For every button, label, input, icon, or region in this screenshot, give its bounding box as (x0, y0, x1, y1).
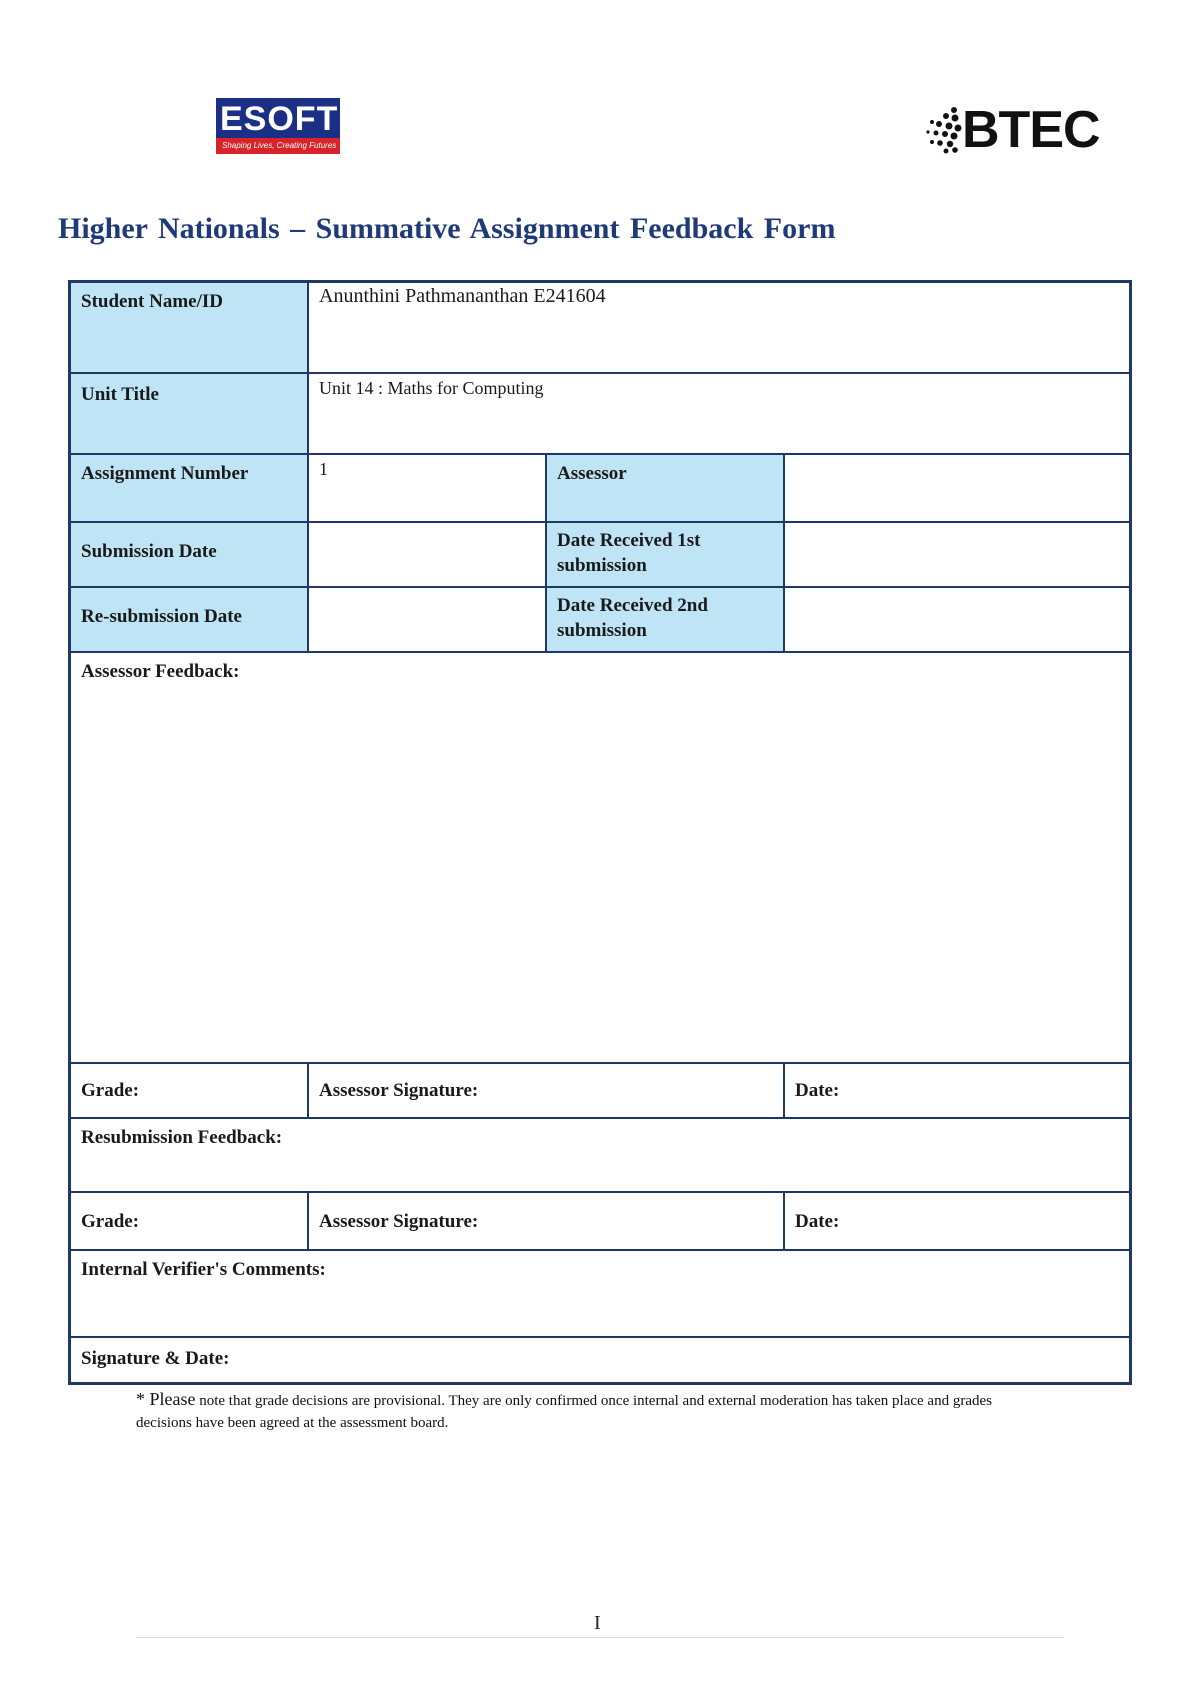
note-lead: * Please (136, 1389, 196, 1409)
row-unit (71, 374, 1129, 455)
esoft-logo-word: ESOFT (220, 100, 339, 138)
row-submission (71, 523, 1129, 588)
assignment-label: Assignment Number (71, 455, 309, 521)
verifier-comments-label[interactable]: Internal Verifier's Comments: (81, 1259, 326, 1280)
received2-label: Date Received 2nd submission (547, 588, 785, 651)
page-number: I (594, 1612, 601, 1634)
row-resubmission-feedback (71, 1119, 1129, 1193)
page-title: Higher Nationals – Summative Assignment Feedback Form (58, 212, 836, 245)
unit-value[interactable]: Unit 14 : Maths for Computing (319, 378, 544, 398)
note-text: note that grade decisions are provisional. They are only confirmed once internal and external moderation has taken place and grades decisions have been agreed at the assessment board. (136, 1393, 992, 1431)
assessor-label: Assessor (547, 455, 785, 521)
assessor-signature-label[interactable]: Assessor Signature: (309, 1064, 785, 1117)
row-assignment (71, 455, 1129, 523)
signature-date-label[interactable]: Signature & Date: (81, 1348, 230, 1369)
row-assessor-feedback (71, 653, 1129, 1064)
esoft-logo (216, 98, 340, 154)
received2-value[interactable] (785, 588, 1129, 651)
esoft-logo-tagline: Shaping Lives, Creating Futures (222, 141, 337, 150)
unit-label: Unit Title (71, 374, 309, 453)
btec-dots-icon (924, 106, 964, 154)
btec-logo-word: BTEC (962, 101, 1100, 159)
row-verifier (71, 1251, 1129, 1338)
grade-label[interactable]: Grade: (71, 1064, 309, 1117)
date-label[interactable]: Date: (795, 1080, 840, 1101)
submission-label: Submission Date (71, 523, 309, 586)
btec-logo (924, 100, 1114, 160)
row-student (71, 283, 1129, 374)
received1-value[interactable] (785, 523, 1129, 586)
assessor-feedback-label[interactable]: Assessor Feedback: (81, 661, 240, 682)
assignment-value[interactable]: 1 (309, 455, 547, 521)
assessor-value[interactable] (785, 455, 1129, 521)
row-grade-2 (71, 1193, 1129, 1251)
feedback-form (68, 280, 1132, 1385)
submission-value[interactable] (309, 523, 547, 586)
footer-divider (136, 1637, 1064, 1638)
student-value[interactable]: Anunthini Pathmananthan E241604 (319, 285, 606, 307)
received1-label: Date Received 1st submission (547, 523, 785, 586)
row-grade-1 (71, 1064, 1129, 1119)
grade-label-2[interactable]: Grade: (71, 1193, 309, 1249)
assessor-signature-label-2[interactable]: Assessor Signature: (309, 1193, 785, 1249)
provisional-note (136, 1388, 1036, 1434)
date-label-2[interactable]: Date: (795, 1211, 840, 1232)
resubmission-feedback-label[interactable]: Resubmission Feedback: (81, 1127, 283, 1148)
resubmission-label: Re-submission Date (71, 588, 309, 651)
row-signature-date (71, 1338, 1129, 1382)
row-resubmission (71, 588, 1129, 653)
student-label: Student Name/ID (71, 283, 309, 372)
resubmission-value[interactable] (309, 588, 547, 651)
